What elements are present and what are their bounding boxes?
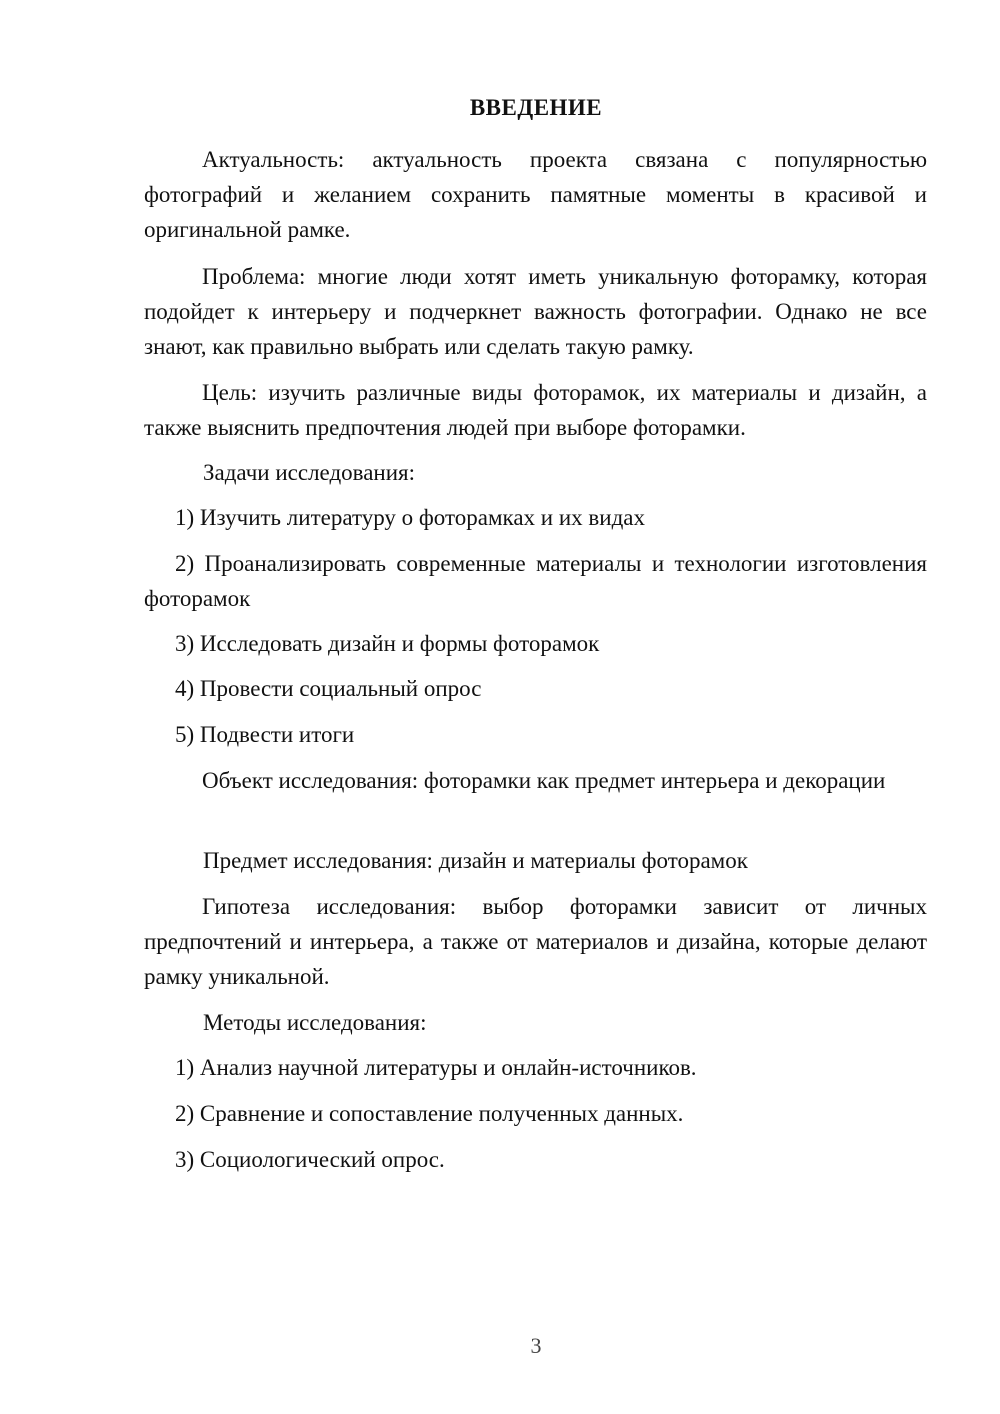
method-item-2: 2) Сравнение и сопоставление полученных данных.	[175, 1101, 684, 1126]
relevance-paragraph: Актуальность: актуальность проекта связана с популярностью фотографий и желанием сохранить памятные моменты в красивой и оригинальной рамке.	[144, 147, 927, 242]
methods-heading: Методы исследования:	[203, 1010, 427, 1035]
method-item-1: 1) Анализ научной литературы и онлайн-источников.	[175, 1055, 697, 1080]
task-item-5: 5) Подвести итоги	[175, 722, 355, 747]
page-title: ВВЕДЕНИЕ	[469, 95, 603, 120]
method-item-3: 3) Социологический опрос.	[175, 1147, 445, 1172]
tasks-heading: Задачи исследования:	[203, 460, 416, 485]
task-item-3: 3) Исследовать дизайн и формы фоторамок	[175, 631, 600, 656]
task-item-1: 1) Изучить литературу о фоторамках и их видах	[175, 505, 645, 530]
goal-paragraph: Цель: изучить различные виды фоторамок, их материалы и дизайн, а также выяснить предпочтения людей при выборе фоторамки.	[144, 380, 927, 440]
subject-paragraph: Предмет исследования: дизайн и материалы фоторамок	[203, 848, 748, 873]
page-number: 3	[530, 1333, 542, 1358]
task-item-2: 2) Проанализировать современные материалы и технологии изготовления фоторамок	[144, 551, 927, 611]
object-paragraph: Объект исследования: фоторамки как предмет интерьера и декорации	[202, 768, 886, 793]
problem-paragraph: Проблема: многие люди хотят иметь уникальную фоторамку, которая подойдет к интерьеру и подчеркнет важность фотографии. Однако не все знают, как правильно выбрать или сделать такую рамку.	[144, 264, 927, 359]
hypothesis-paragraph: Гипотеза исследования: выбор фоторамки зависит от личных предпочтений и интерьера, а также от материалов и дизайна, которые делают рамку уникальной.	[144, 894, 927, 989]
task-item-4: 4) Провести социальный опрос	[175, 676, 482, 701]
